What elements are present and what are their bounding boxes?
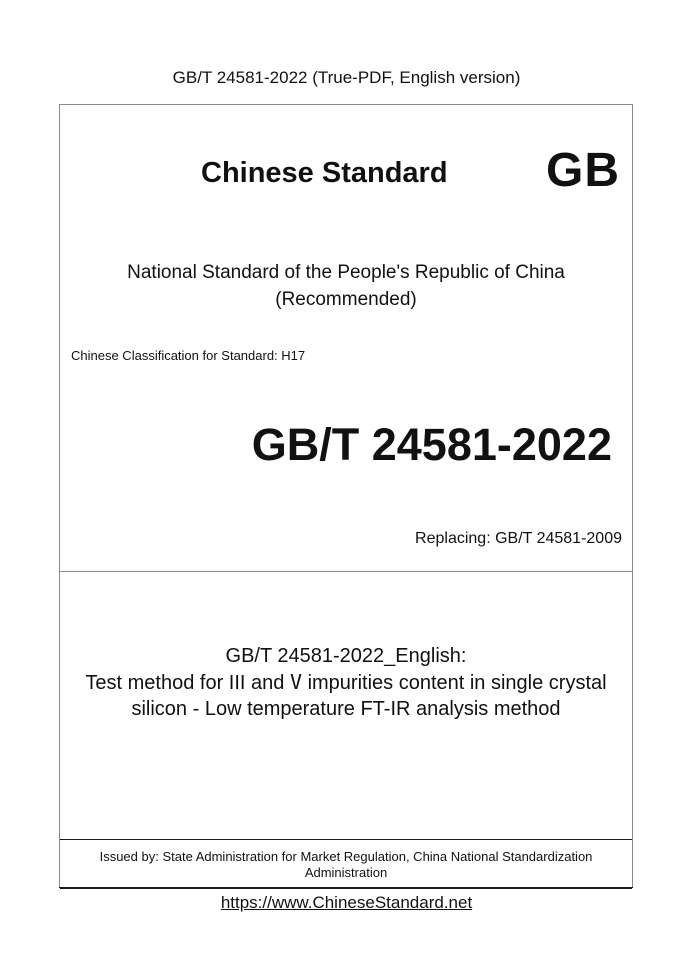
national-standard-heading [60,259,632,313]
recommended-label: (Recommended) [275,289,417,310]
cover-top-section [60,105,632,572]
document-title-section [60,572,632,839]
document-title-segment: impurities content in single crystal [302,672,607,694]
document-title-line [60,669,632,696]
document-title-line: silicon - Low temperature FT-IR analysis method [131,698,561,720]
national-standard-line: National Standard of the People's Republic of China [127,262,565,283]
page-header-title: GB/T 24581-2022 (True-PDF, English version) [172,68,521,87]
frame-bottom-divider [59,887,633,888]
footer-website-link[interactable]: https://www.ChineseStandard.net [220,893,473,912]
issuer-section [60,839,632,889]
issued-by-text [60,849,632,881]
gb-mark: GB [546,144,620,197]
chinese-standard-title: Chinese Standard [201,157,448,189]
document-title-segment: Test method for III and [85,672,290,694]
cover-frame [59,104,633,888]
roman-numeral-v: V [289,670,303,694]
issued-by-line: Administration [304,865,388,880]
issued-by-line: Issued by: State Administration for Market Regulation, China National Standardization [99,849,593,864]
classification-text: Chinese Classification for Standard: H17 [71,348,306,363]
replacing-text: Replacing: GB/T 24581-2009 [415,530,622,547]
document-title-line: GB/T 24581-2022_English: [225,645,467,667]
standard-number: GB/T 24581-2022 [251,419,612,470]
document-title [60,643,632,722]
